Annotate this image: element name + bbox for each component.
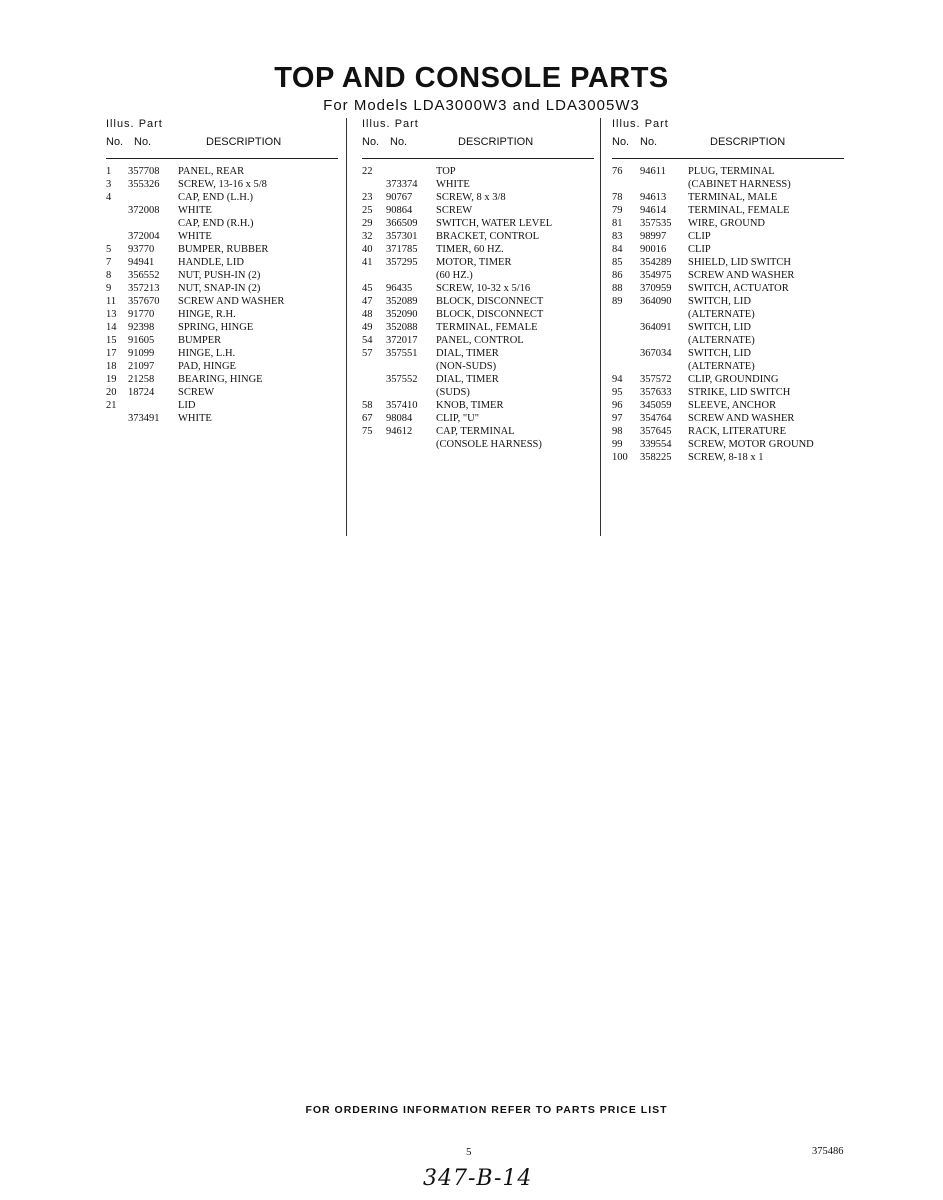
part-row — [612, 204, 844, 217]
part-row — [612, 165, 844, 178]
part-description: SCREW AND WASHER — [688, 270, 795, 281]
part-description: MOTOR, TIMER — [436, 257, 512, 268]
part-number: 91770 — [128, 309, 155, 320]
part-description: TERMINAL, FEMALE — [436, 322, 538, 333]
part-description: (CONSOLE HARNESS) — [436, 439, 542, 450]
part-description: SLEEVE, ANCHOR — [688, 400, 777, 411]
illus-number: 99 — [612, 439, 623, 450]
part-description: SCREW, 13-16 x 5/8 — [178, 179, 267, 190]
part-row — [612, 269, 844, 282]
illus-number: 9 — [106, 283, 112, 294]
part-row — [106, 295, 338, 308]
part-row — [106, 360, 338, 373]
illus-number: 79 — [612, 205, 623, 216]
part-row — [612, 217, 844, 230]
illus-number: 57 — [362, 348, 373, 359]
part-number: 94612 — [386, 426, 413, 437]
illus-number: 11 — [106, 296, 117, 307]
header-description: DESCRIPTION — [206, 136, 282, 148]
part-number: 18724 — [128, 387, 155, 398]
part-number: 90016 — [640, 244, 667, 255]
part-number: 357633 — [640, 387, 672, 398]
illus-number: 32 — [362, 231, 373, 242]
header-illus-part: Illus. Part — [612, 118, 669, 130]
part-number: 372008 — [128, 205, 160, 216]
column-divider — [346, 118, 347, 536]
part-number: 373491 — [128, 413, 160, 424]
illus-number: 21 — [106, 400, 117, 411]
part-description: (CABINET HARNESS) — [688, 179, 791, 190]
part-row — [106, 204, 338, 217]
part-row — [106, 256, 338, 269]
parts-rows — [612, 165, 844, 464]
part-row — [612, 451, 844, 464]
part-row — [362, 321, 594, 334]
part-number: 356552 — [128, 270, 160, 281]
part-description: STRIKE, LID SWITCH — [688, 387, 791, 398]
part-number: 93770 — [128, 244, 155, 255]
column-header — [362, 118, 594, 159]
part-number: 92398 — [128, 322, 155, 333]
part-row — [612, 373, 844, 386]
part-number: 91099 — [128, 348, 155, 359]
part-row — [362, 178, 594, 191]
part-description: (ALTERNATE) — [688, 335, 755, 346]
illus-number: 98 — [612, 426, 623, 437]
part-description: BLOCK, DISCONNECT — [436, 309, 544, 320]
part-number: 21258 — [128, 374, 155, 385]
illus-number: 94 — [612, 374, 623, 385]
part-row — [106, 399, 338, 412]
part-description: CAP, TERMINAL — [436, 426, 515, 437]
part-description: TERMINAL, FEMALE — [688, 205, 790, 216]
part-number: 355326 — [128, 179, 160, 190]
part-row — [362, 269, 594, 282]
part-description: SWITCH, WATER LEVEL — [436, 218, 553, 229]
part-number: 366509 — [386, 218, 418, 229]
illus-number: 54 — [362, 335, 373, 346]
parts-column-1 — [106, 118, 338, 425]
part-row — [106, 308, 338, 321]
part-number: 357301 — [386, 231, 418, 242]
part-row — [106, 217, 338, 230]
header-description: DESCRIPTION — [710, 136, 786, 148]
part-row — [362, 438, 594, 451]
illus-number: 48 — [362, 309, 373, 320]
part-row — [106, 282, 338, 295]
part-number: 94941 — [128, 257, 155, 268]
part-number: 364091 — [640, 322, 672, 333]
part-description: SWITCH, LID — [688, 322, 751, 333]
illus-number: 8 — [106, 270, 112, 281]
part-description: WHITE — [178, 231, 212, 242]
part-number: 96435 — [386, 283, 413, 294]
column-header — [106, 118, 338, 159]
parts-column-2 — [362, 118, 594, 451]
part-row — [106, 269, 338, 282]
illus-number: 4 — [106, 192, 112, 203]
illus-number: 41 — [362, 257, 373, 268]
part-row — [362, 243, 594, 256]
part-description: WIRE, GROUND — [688, 218, 765, 229]
part-description: NUT, PUSH-IN (2) — [178, 270, 261, 281]
part-row — [106, 230, 338, 243]
part-description: SCREW — [436, 205, 473, 216]
illus-number: 47 — [362, 296, 373, 307]
illus-number: 18 — [106, 361, 117, 372]
part-number: 94611 — [640, 166, 666, 177]
part-description: (SUDS) — [436, 387, 470, 398]
illus-number: 100 — [612, 452, 628, 463]
part-description: SCREW, 8 x 3/8 — [436, 192, 506, 203]
part-row — [106, 334, 338, 347]
part-row — [362, 334, 594, 347]
part-description: CAP, END (L.H.) — [178, 192, 253, 203]
ordering-info-note: FOR ORDERING INFORMATION REFER TO PARTS PRICE LIST — [305, 1104, 668, 1116]
page-title: TOP AND CONSOLE PARTS — [274, 62, 669, 94]
illus-number: 81 — [612, 218, 623, 229]
part-description: BUMPER — [178, 335, 222, 346]
header-illus-part: Illus. Part — [106, 118, 163, 130]
illus-number: 85 — [612, 257, 623, 268]
part-description: HANDLE, LID — [178, 257, 244, 268]
column-divider — [600, 118, 601, 536]
part-description: SWITCH, LID — [688, 348, 751, 359]
part-row — [612, 360, 844, 373]
parts-rows — [106, 165, 338, 425]
part-description: (ALTERNATE) — [688, 361, 755, 372]
part-row — [362, 347, 594, 360]
part-row — [362, 217, 594, 230]
part-number: 339554 — [640, 439, 672, 450]
part-description: DIAL, TIMER — [436, 374, 499, 385]
part-number: 357295 — [386, 257, 418, 268]
illus-number: 95 — [612, 387, 623, 398]
part-row — [612, 347, 844, 360]
part-row — [612, 438, 844, 451]
illus-number: 96 — [612, 400, 623, 411]
part-row — [612, 256, 844, 269]
part-description: DIAL, TIMER — [436, 348, 499, 359]
illus-number: 67 — [362, 413, 373, 424]
part-description: CAP, END (R.H.) — [178, 218, 254, 229]
part-number: 94614 — [640, 205, 667, 216]
part-number: 364090 — [640, 296, 672, 307]
illus-number: 5 — [106, 244, 112, 255]
part-number: 373374 — [386, 179, 418, 190]
illus-number: 3 — [106, 179, 112, 190]
part-description: WHITE — [436, 179, 470, 190]
illus-number: 23 — [362, 192, 373, 203]
part-description: TIMER, 60 HZ. — [436, 244, 504, 255]
illus-number: 88 — [612, 283, 623, 294]
part-row — [362, 386, 594, 399]
part-row — [612, 243, 844, 256]
part-number: 357551 — [386, 348, 418, 359]
illus-number: 84 — [612, 244, 623, 255]
part-description: (NON-SUDS) — [436, 361, 497, 372]
part-row — [106, 412, 338, 425]
part-number: 372004 — [128, 231, 160, 242]
part-number: 357708 — [128, 166, 160, 177]
illus-number: 75 — [362, 426, 373, 437]
part-row — [362, 360, 594, 373]
part-number: 357552 — [386, 374, 418, 385]
part-row — [612, 308, 844, 321]
part-description: SCREW AND WASHER — [688, 413, 795, 424]
part-description: SPRING, HINGE — [178, 322, 254, 333]
illus-number: 78 — [612, 192, 623, 203]
illus-number: 20 — [106, 387, 117, 398]
part-number: 345059 — [640, 400, 672, 411]
illus-number: 22 — [362, 166, 373, 177]
illus-number: 25 — [362, 205, 373, 216]
part-row — [362, 412, 594, 425]
part-number: 357213 — [128, 283, 160, 294]
part-description: HINGE, R.H. — [178, 309, 236, 320]
header-part-no: No. — [134, 136, 152, 148]
illus-number: 15 — [106, 335, 117, 346]
part-row — [362, 256, 594, 269]
part-number: 354764 — [640, 413, 672, 424]
part-row — [362, 282, 594, 295]
illus-number: 40 — [362, 244, 373, 255]
header-part-no: No. — [640, 136, 658, 148]
part-row — [612, 334, 844, 347]
part-description: SWITCH, LID — [688, 296, 751, 307]
part-row — [106, 321, 338, 334]
part-number: 352088 — [386, 322, 418, 333]
part-description: PANEL, CONTROL — [436, 335, 524, 346]
illus-number: 86 — [612, 270, 623, 281]
header-illus-no: No. — [106, 136, 124, 148]
part-description: CLIP, "U" — [436, 413, 479, 424]
part-row — [362, 230, 594, 243]
part-row — [612, 425, 844, 438]
part-number: 357670 — [128, 296, 160, 307]
part-description: WHITE — [178, 205, 212, 216]
part-row — [612, 191, 844, 204]
part-number: 354975 — [640, 270, 672, 281]
part-row — [106, 373, 338, 386]
part-description: TOP — [436, 166, 456, 177]
part-row — [106, 347, 338, 360]
part-row — [612, 282, 844, 295]
part-description: SWITCH, ACTUATOR — [688, 283, 789, 294]
part-description: SHIELD, LID SWITCH — [688, 257, 791, 268]
illus-number: 83 — [612, 231, 623, 242]
part-row — [362, 165, 594, 178]
header-illus-no: No. — [612, 136, 630, 148]
illus-number: 49 — [362, 322, 373, 333]
part-row — [362, 399, 594, 412]
part-number: 21097 — [128, 361, 155, 372]
part-number: 98997 — [640, 231, 667, 242]
part-description: PANEL, REAR — [178, 166, 245, 177]
part-row — [362, 204, 594, 217]
part-description: SCREW, MOTOR GROUND — [688, 439, 814, 450]
part-description: CLIP — [688, 244, 711, 255]
part-description: SCREW — [178, 387, 215, 398]
part-row — [362, 373, 594, 386]
part-description: KNOB, TIMER — [436, 400, 504, 411]
part-row — [612, 295, 844, 308]
part-number: 352089 — [386, 296, 418, 307]
part-row — [362, 191, 594, 204]
part-description: (ALTERNATE) — [688, 309, 755, 320]
header-description: DESCRIPTION — [458, 136, 534, 148]
illus-number: 45 — [362, 283, 373, 294]
part-description: SCREW, 8-18 x 1 — [688, 452, 764, 463]
part-number: 367034 — [640, 348, 672, 359]
part-row — [612, 230, 844, 243]
illus-number: 76 — [612, 166, 623, 177]
part-number: 357535 — [640, 218, 672, 229]
parts-rows — [362, 165, 594, 451]
page-number: 5 — [466, 1146, 472, 1158]
part-number: 352090 — [386, 309, 418, 320]
illus-number: 29 — [362, 218, 373, 229]
part-description: BEARING, HINGE — [178, 374, 263, 385]
part-description: CLIP — [688, 231, 711, 242]
page-subtitle: For Models LDA3000W3 and LDA3005W3 — [323, 97, 640, 114]
part-number: 94613 — [640, 192, 667, 203]
header-illus-no: No. — [362, 136, 380, 148]
illus-number: 17 — [106, 348, 117, 359]
illus-number: 19 — [106, 374, 117, 385]
illus-number: 14 — [106, 322, 117, 333]
part-row — [106, 386, 338, 399]
part-description: LID — [178, 400, 196, 411]
part-row — [106, 165, 338, 178]
part-number: 358225 — [640, 452, 672, 463]
column-header — [612, 118, 844, 159]
part-number: 91605 — [128, 335, 155, 346]
part-number: 371785 — [386, 244, 418, 255]
illus-number: 89 — [612, 296, 623, 307]
part-row — [362, 295, 594, 308]
header-part-no: No. — [390, 136, 408, 148]
part-number: 357410 — [386, 400, 418, 411]
part-row — [362, 308, 594, 321]
header-illus-part: Illus. Part — [362, 118, 419, 130]
part-number: 90767 — [386, 192, 413, 203]
part-number: 357645 — [640, 426, 672, 437]
illus-number: 1 — [106, 166, 112, 177]
handwritten-note: 347-B-14 — [423, 1166, 533, 1191]
part-number: 372017 — [386, 335, 418, 346]
part-number: 98084 — [386, 413, 413, 424]
part-row — [612, 321, 844, 334]
part-row — [612, 178, 844, 191]
part-description: BUMPER, RUBBER — [178, 244, 269, 255]
illus-number: 58 — [362, 400, 373, 411]
part-description: PLUG, TERMINAL — [688, 166, 775, 177]
illus-number: 13 — [106, 309, 117, 320]
part-row — [106, 178, 338, 191]
part-row — [362, 425, 594, 438]
part-description: BLOCK, DISCONNECT — [436, 296, 544, 307]
part-row — [612, 399, 844, 412]
part-number: 354289 — [640, 257, 672, 268]
part-number: 90864 — [386, 205, 413, 216]
part-number: 370959 — [640, 283, 672, 294]
part-row — [106, 191, 338, 204]
illus-number: 97 — [612, 413, 623, 424]
part-description: WHITE — [178, 413, 212, 424]
part-row — [612, 386, 844, 399]
part-description: (60 HZ.) — [436, 270, 473, 281]
illus-number: 7 — [106, 257, 112, 268]
parts-column-3 — [612, 118, 844, 464]
part-description: RACK, LITERATURE — [688, 426, 786, 437]
part-row — [106, 243, 338, 256]
part-description: SCREW, 10-32 x 5/16 — [436, 283, 531, 294]
part-description: SCREW AND WASHER — [178, 296, 285, 307]
part-number: 357572 — [640, 374, 672, 385]
part-description: CLIP, GROUNDING — [688, 374, 779, 385]
document-number: 375486 — [812, 1146, 844, 1157]
part-description: NUT, SNAP-IN (2) — [178, 283, 261, 294]
part-description: PAD, HINGE — [178, 361, 236, 372]
part-row — [612, 412, 844, 425]
part-description: TERMINAL, MALE — [688, 192, 778, 203]
part-description: HINGE, L.H. — [178, 348, 236, 359]
part-description: BRACKET, CONTROL — [436, 231, 540, 242]
